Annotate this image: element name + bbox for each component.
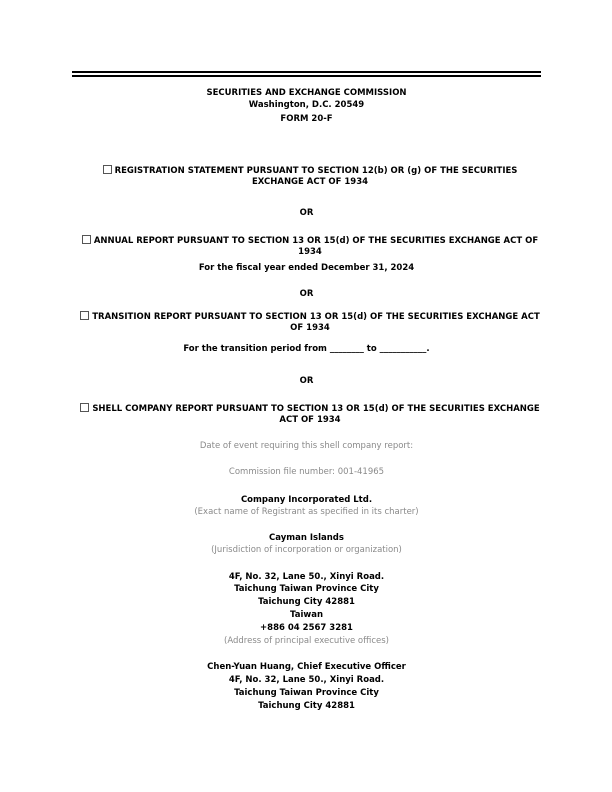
jurisdiction: Cayman Islands [269,533,344,543]
contact-address-line-2: Taichung Taiwan Province City [234,688,379,698]
agency-label: SECURITIES AND EXCHANGE COMMISSION [206,88,407,98]
fiscal-year-line: For the fiscal year ended December 31, 2024 [198,263,415,273]
contact-address-line-3: Taichung City 42881 [258,701,355,711]
shell-report-checkbox[interactable] [80,403,89,412]
contact-address-line-1: 4F, No. 32, Lane 50., Xinyi Road. [228,675,385,685]
annual-report-checkbox[interactable] [82,235,91,244]
registration-statement-option[interactable]: REGISTRATION STATEMENT PURSUANT TO SECTION 12(b) OR (g) OF THE SECURITIES EXCHANGE ACT OF 1934 [79,165,541,188]
annual-report-option[interactable]: ANNUAL REPORT PURSUANT TO SECTION 13 OR 15(d) OF THE SECURITIES EXCHANGE ACT OF 1934 [79,235,541,258]
transition-report-option[interactable]: TRANSITION REPORT PURSUANT TO SECTION 13 OR 15(d) OF THE SECURITIES EXCHANGE ACT OF 1934 [79,311,541,334]
form-title: FORM 20-F [280,114,333,124]
address-line-1: 4F, No. 32, Lane 50., Xinyi Road. [228,572,385,582]
or-separator-3: OR [299,376,314,386]
shell-report-option[interactable]: SHELL COMPANY REPORT PURSUANT TO SECTION 13 OR 15(d) OF THE SECURITIES EXCHANGE ACT OF 1934 [79,403,541,426]
phone-number: +886 04 2567 3281 [260,623,353,633]
transition-report-checkbox[interactable] [80,311,89,320]
company-name: Company Incorporated Ltd. [240,495,373,505]
address-caption: (Address of principal executive offices) [224,636,389,646]
shell-date-label: Date of event requiring this shell company report: [199,441,414,451]
top-rule [72,71,541,73]
transition-period-line: For the transition period from ________ to ___________. [183,344,430,354]
address-line-2: Taichung Taiwan Province City [234,584,379,594]
registration-checkbox[interactable] [103,165,112,174]
company-name-caption: (Exact name of Registrant as specified in its charter) [194,507,419,517]
top-rule-double [72,75,541,77]
country: Taiwan [290,610,323,620]
or-separator-2: OR [299,289,314,299]
or-separator-1: OR [299,208,314,218]
jurisdiction-caption: (Jurisdiction of incorporation or organization) [211,545,402,555]
address-line-3: Taichung City 42881 [258,597,355,607]
contact-name: Chen-Yuan Huang, Chief Executive Officer [207,662,406,672]
commission-file-number: Commission file number: 001-41965 [228,467,385,477]
location-label: Washington, D.C. 20549 [248,100,365,110]
